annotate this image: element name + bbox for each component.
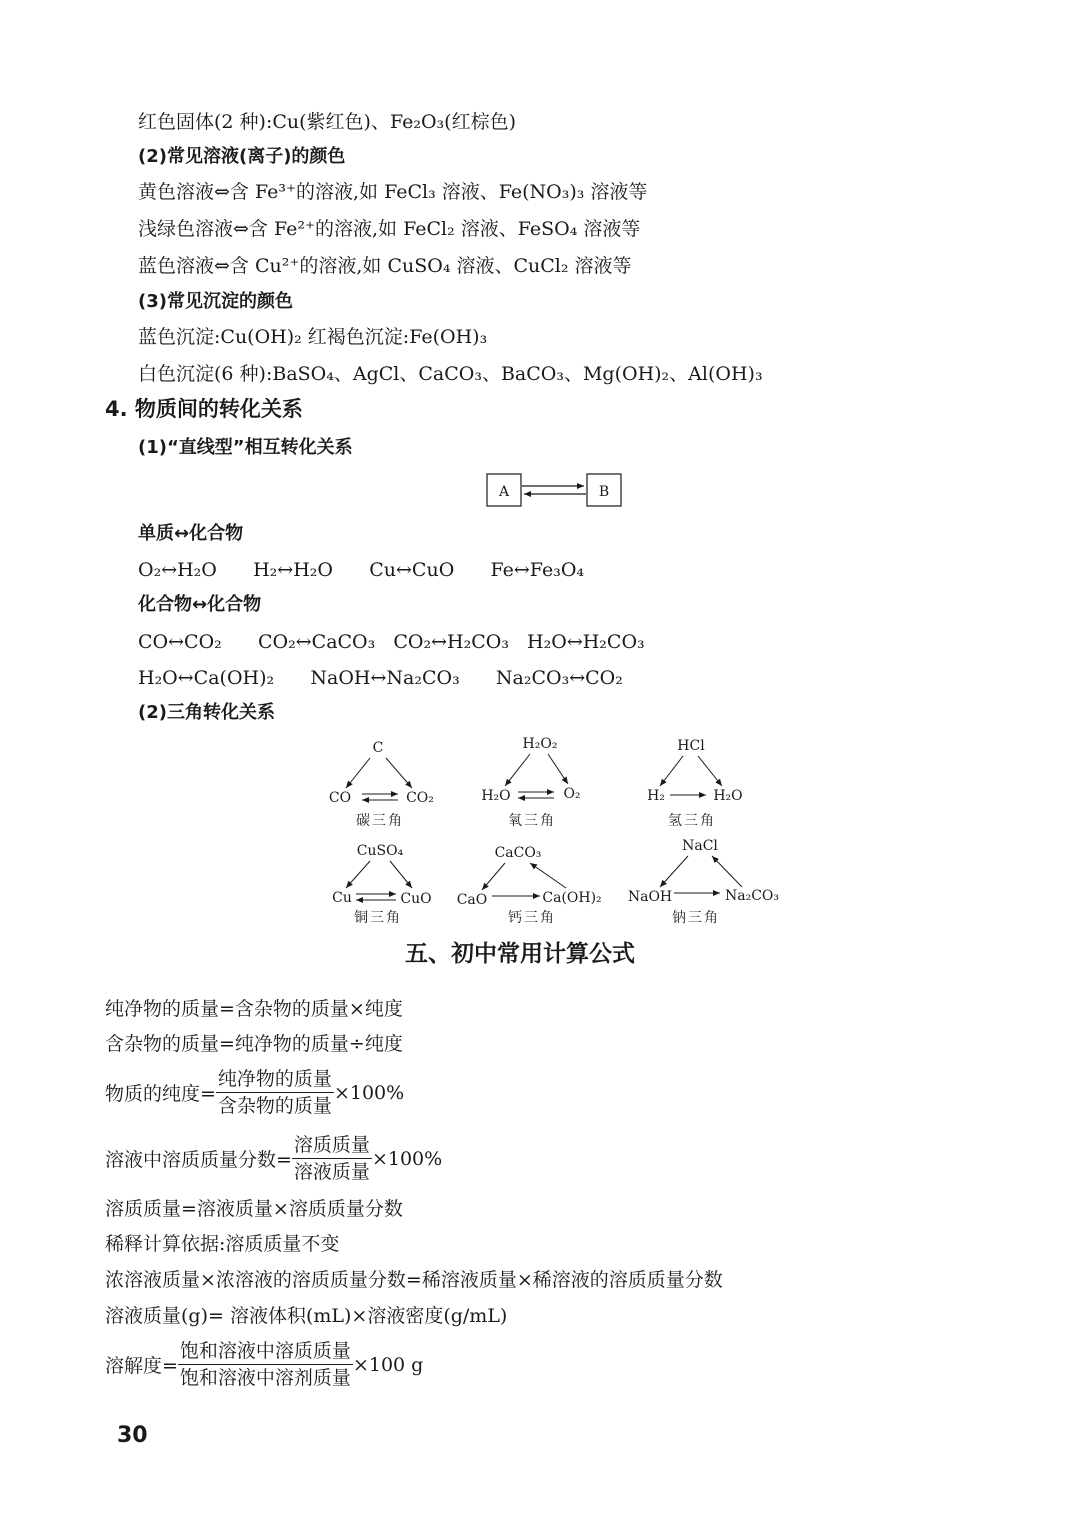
calc-pure-mass: 纯净物的质量=含杂物的质量×纯度 [105,998,403,1020]
mass-fraction-denominator: 溶液质量 [293,1161,370,1183]
copper-caption: 铜三角 [354,910,402,926]
triangle-relation-title: (2)三角转化关系 [138,702,275,723]
purity-denominator: 含杂物的质量 [217,1095,332,1117]
carbon-caption: 碳三角 [356,813,404,829]
page-number: 30 [117,1423,148,1448]
calcium-triangle [457,845,602,926]
carbon-right: CO₂ [406,790,434,806]
sodium-caption: 钠三角 [672,910,720,926]
purity-numerator: 纯净物的质量 [216,1066,334,1093]
solubility-formula [105,1338,423,1391]
mass-fraction-formula [105,1132,442,1185]
calcium-right: Ca(OH)₂ [542,890,602,906]
purity-formula [105,1066,404,1119]
calc-impure-mass: 含杂物的质量=纯净物的质量÷纯度 [105,1033,403,1055]
carbon-left: CO [328,790,352,806]
sodium-left: NaOH [627,889,673,905]
a-b-diagram [480,470,630,514]
oxygen-top: H₂O₂ [522,736,558,752]
oxygen-left: H₂O [481,788,511,804]
linear-relation-title: (1)“直线型”相互转化关系 [138,437,353,458]
purity-tail: ×100% [333,1081,405,1104]
oxygen-triangle [481,736,580,829]
mass-fraction-tail: ×100% [371,1147,443,1170]
mass-fraction-fraction [292,1132,372,1185]
solubility-fraction [178,1338,353,1391]
mass-fraction-label: 溶液中溶质质量分数= [105,1149,292,1171]
compound-compound-title: 化合物↔化合物 [138,594,262,615]
copper-top: CuSO₄ [356,843,404,859]
calc-dilution-basis: 稀释计算依据:溶质质量不变 [105,1233,340,1255]
copper-triangle [332,843,431,926]
label-b: B [598,484,610,500]
oxygen-caption: 氧三角 [508,813,556,829]
hydrogen-top: HCl [677,738,705,754]
label-a: A [498,484,510,500]
triangle-diagrams [300,730,800,930]
compound-row-1: CO↔CO₂ CO₂↔CaCO₃ CO₂↔H₂CO₃ H₂O↔H₂CO₃ [138,631,645,653]
solubility-numerator: 饱和溶液中溶质质量 [178,1338,353,1365]
blue-solution-line: 蓝色溶液⇔含 Cu²⁺的溶液,如 CuSO₄ 溶液、CuCl₂ 溶液等 [138,255,632,277]
section-4-heading: 4. 物质间的转化关系 [105,397,303,421]
sodium-right: Na₂CO₃ [724,888,780,904]
solubility-denominator: 饱和溶液中溶剂质量 [179,1367,351,1389]
hydrogen-caption: 氢三角 [668,813,716,829]
calcium-left: CaO [456,892,488,908]
sodium-triangle [628,838,779,926]
hydrogen-right: H₂O [713,788,743,804]
mass-fraction-numerator: 溶质质量 [292,1132,372,1159]
calc-solute-mass: 溶质质量=溶液质量×溶质质量分数 [105,1198,403,1220]
sodium-top: NaCl [682,838,718,854]
lightgreen-solution-line: 浅绿色溶液⇔含 Fe²⁺的溶液,如 FeCl₂ 溶液、FeSO₄ 溶液等 [138,218,641,240]
hydrogen-triangle [647,738,743,829]
carbon-top: C [372,740,384,756]
solubility-tail: ×100 g [352,1353,424,1376]
blue-precipitate-line: 蓝色沉淀:Cu(OH)₂ 红褐色沉淀:Fe(OH)₃ [138,326,488,348]
yellow-solution-line: 黄色溶液⇔含 Fe³⁺的溶液,如 FeCl₃ 溶液、Fe(NO₃)₃ 溶液等 [138,181,648,203]
calc-solution-mass: 溶液质量(g)= 溶液体积(mL)×溶液密度(g/mL) [105,1305,508,1327]
element-compound-row: O₂↔H₂O H₂↔H₂O Cu↔CuO Fe↔Fe₃O₄ [138,559,585,581]
compound-row-2: H₂O↔Ca(OH)₂ NaOH↔Na₂CO₃ Na₂CO₃↔CO₂ [138,667,623,689]
precipitate-color-title: (3)常见沉淀的颜色 [138,291,293,312]
carbon-triangle [329,740,434,829]
purity-label: 物质的纯度= [105,1083,216,1105]
section-5-heading: 五、初中常用计算公式 [405,941,635,967]
element-compound-title: 单质↔化合物 [138,523,244,544]
solution-color-title: (2)常见溶液(离子)的颜色 [138,146,346,167]
red-solid-line: 红色固体(2 种):Cu(紫红色)、Fe₂O₃(红棕色) [138,111,516,133]
copper-left: Cu [332,890,352,906]
copper-right: CuO [400,891,432,907]
calc-dilution-equation: 浓溶液质量×浓溶液的溶质质量分数=稀溶液质量×稀溶液的溶质质量分数 [105,1269,723,1291]
hydrogen-left: H₂ [647,788,665,804]
white-precipitate-line: 白色沉淀(6 种):BaSO₄、AgCl、CaCO₃、BaCO₃、Mg(OH)₂、Al(OH)₃ [138,363,763,385]
purity-fraction [216,1066,334,1119]
calcium-caption: 钙三角 [508,910,556,926]
calcium-top: CaCO₃ [494,845,542,861]
oxygen-right: O₂ [563,786,581,802]
solubility-label: 溶解度= [105,1355,178,1377]
